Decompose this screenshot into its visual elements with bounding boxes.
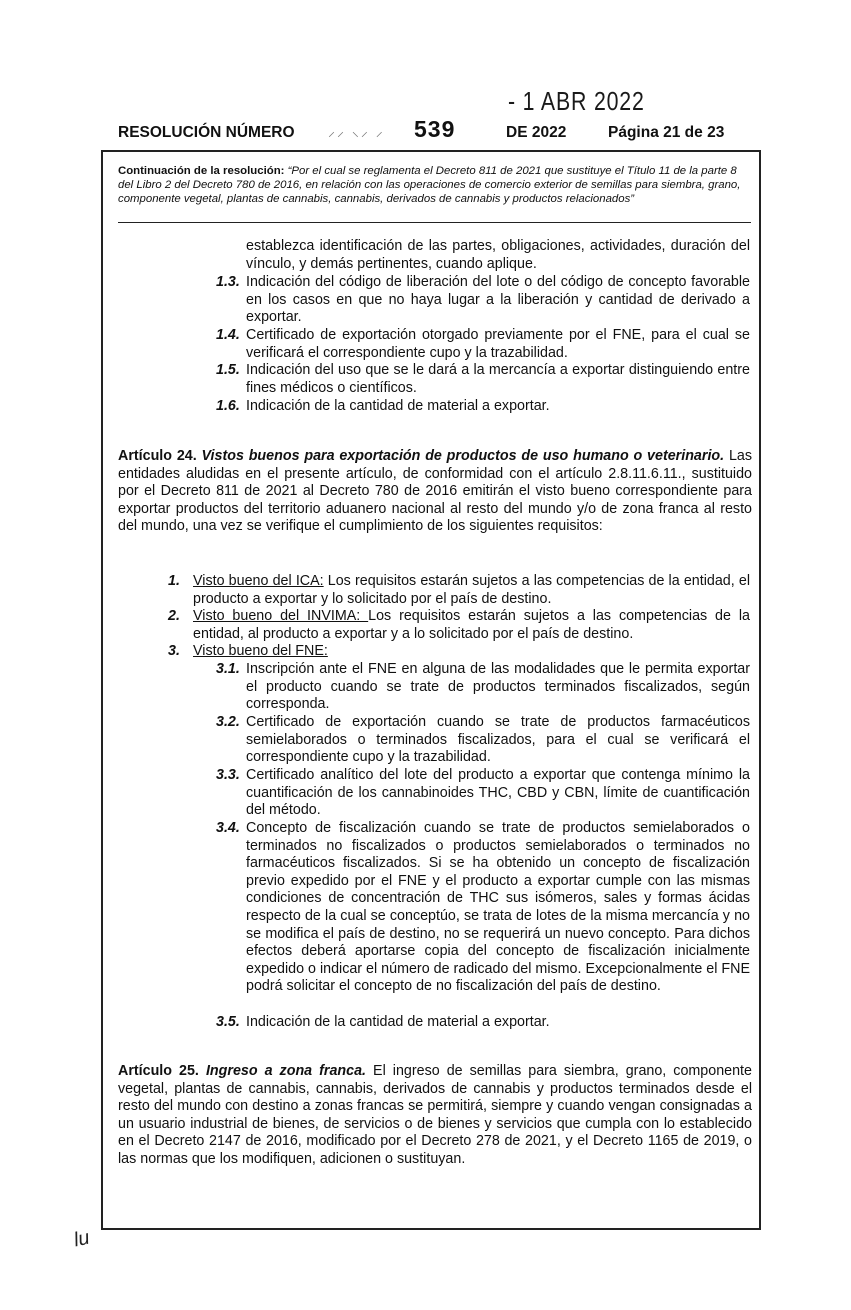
handwritten-initials: lu — [71, 1226, 92, 1252]
requirement-number: 2. — [168, 608, 180, 624]
resolution-year: DE 2022 — [506, 124, 567, 141]
resolution-number: 539 — [414, 116, 456, 142]
page-indicator: Página 21 de 23 — [608, 124, 725, 141]
subitem-text: Certificado analítico del lote del producto a exportar que contenga mínimo la cuantificación de los cannabinoides THC, CBD y CBN, límite de cuantificación del método. — [246, 767, 750, 819]
subitem-text: Certificado de exportación cuando se trate de productos farmacéuticos semielaborados o terminados fiscalizados, para el cual se verificará el correspondiente cupo y la trazabilidad. — [246, 714, 750, 766]
article-25-body: El ingreso de semillas para siembra, grano, componente vegetal, plantas de cannabis, cannabis, derivados de cannabis y productos terminados desde el resto del mundo con destino a zonas francas se permitirá, siempre y cuando vengan consignadas a un usuario industrial de bienes, de servicios o de bienes y servicios que cumpla con lo establecido en el Decreto 2147 de 2016, modificado por el Decreto 278 de 2021, y el Decreto 1165 de 2019, o las normas que los modifiquen, adicionen o sustituyan. — [118, 1063, 752, 1167]
article-25 — [118, 1063, 752, 1169]
item-text: Certificado de exportación otorgado previamente por el FNE, para el cual se verificará el correspondiente cupo y la trazabilidad. — [246, 327, 750, 361]
article-25-title: Artículo 25. — [118, 1063, 199, 1079]
subitem-number: 3.1. — [216, 661, 240, 677]
requirement-heading: Visto bueno del ICA: — [193, 573, 324, 589]
article-24-title: Artículo 24. — [118, 448, 197, 464]
requirement-heading: Visto bueno del FNE: — [193, 643, 328, 659]
intro-lead: establezca identificación de las partes, obligaciones, actividades, duración del vínculo, y demás pertinentes, cuando aplique. — [246, 238, 750, 272]
subitem-text: Concepto de fiscalización cuando se trate de productos semielaborados o terminados no fiscalizados o productos semielaborados o terminados no farmacéuticos fiscalizados. Si se ha obtenido un concepto de fiscalización previo expedido por el FNE y el producto a exportar cumple con las mismas condiciones de concentración de THC sus isómeros, sales y formas ácidas respecto de la cual se conceptúo, se trata de lotes de la misma mercancía y no se modifica el país de destino, no se requerirá un nuevo concepto. Para dichos efectos deberá aportarse copia del concepto de fiscalización inicialmente expedido o indicar el número de radicado del mismo. Excepcionalmente el FNE podrá solicitar el concepto de no fiscalización del país de destino. — [246, 820, 750, 995]
item-number: 1.3. — [216, 274, 240, 290]
resolution-header — [118, 116, 758, 148]
subitem-number: 3.3. — [216, 767, 240, 783]
subitem-text: Inscripción ante el FNE en alguna de las modalidades que le permita exportar el producto cuando se trate de productos terminados fiscalizados, según corresponda. — [246, 661, 750, 713]
subitem-text: Indicación de la cantidad de material a exportar. — [246, 1014, 550, 1030]
article-24-body: Las entidades aludidas en el presente artículo, de conformidad con el artículo 2.8.11.6.11., sustituido por el Decreto 811 de 2021 al Decreto 780 de 2016 emitirán el visto bueno correspondiente para exportar productos del territorio aduanero nacional al resto del mundo y/o de zona franca al resto del mundo, una vez se verifique el cumplimiento de los siguientes requisitos: — [118, 448, 752, 535]
requirement-heading: Visto bueno del INVIMA: — [193, 608, 369, 624]
resolution-scribble: ⸝⸝ ⸜⸝ ⸝ — [328, 123, 385, 139]
requirement-fne — [193, 643, 750, 661]
continuation-note — [118, 164, 752, 206]
requirement-number: 1. — [168, 573, 180, 589]
item-text: Indicación del código de liberación del lote o del código de concepto favorable en los casos en que no haya lugar a la liberación y cantidad de derivado a exportar. — [246, 274, 750, 326]
item-number: 1.4. — [216, 327, 240, 343]
requirement-text: Los requisitos estarán sujetos a las competencias de la entidad, al producto a exportar y a lo solicitado por el país de destino. — [193, 608, 750, 642]
article-25-subtitle: Ingreso a zona franca. — [205, 1063, 367, 1079]
continuation-divider — [118, 222, 751, 223]
item-number: 1.6. — [216, 398, 240, 414]
date-stamp: - 1 ABR 2022 — [508, 86, 645, 116]
item-number: 1.5. — [216, 362, 240, 378]
article-24 — [118, 448, 752, 536]
requirement-text: Los requisitos estarán sujetos a las competencias de la entidad, el producto a exportar y lo solicitado por el país de destino. — [193, 573, 750, 607]
subitem-number: 3.4. — [216, 820, 240, 836]
item-text: Indicación de la cantidad de material a exportar. — [246, 398, 550, 414]
continuation-label: Continuación de la resolución: — [118, 165, 285, 177]
subitem-number: 3.2. — [216, 714, 240, 730]
requirement-invima — [193, 608, 750, 643]
requirement-number: 3. — [168, 643, 180, 659]
requirement-ica — [193, 573, 750, 608]
continuation-text: “Por el cual se reglamenta el Decreto 811 de 2021 que sustituye el Título 11 de la parte 8 del Libro 2 del Decreto 780 de 2016, en relación con las operaciones de comercio exterior de semillas para siembra, grano, componente vegetal, plantas de cannabis, cannabis, derivados de cannabis y productos relacionados” — [118, 165, 741, 205]
article-24-subtitle: Vistos buenos para exportación de productos de uso humano o veterinario. — [201, 448, 725, 464]
item-text: Indicación del uso que se le dará a la mercancía a exportar distinguiendo entre fines médicos o científicos. — [246, 362, 750, 396]
subitem-number: 3.5. — [216, 1014, 240, 1030]
resolution-label: RESOLUCIÓN NÚMERO — [118, 124, 295, 141]
